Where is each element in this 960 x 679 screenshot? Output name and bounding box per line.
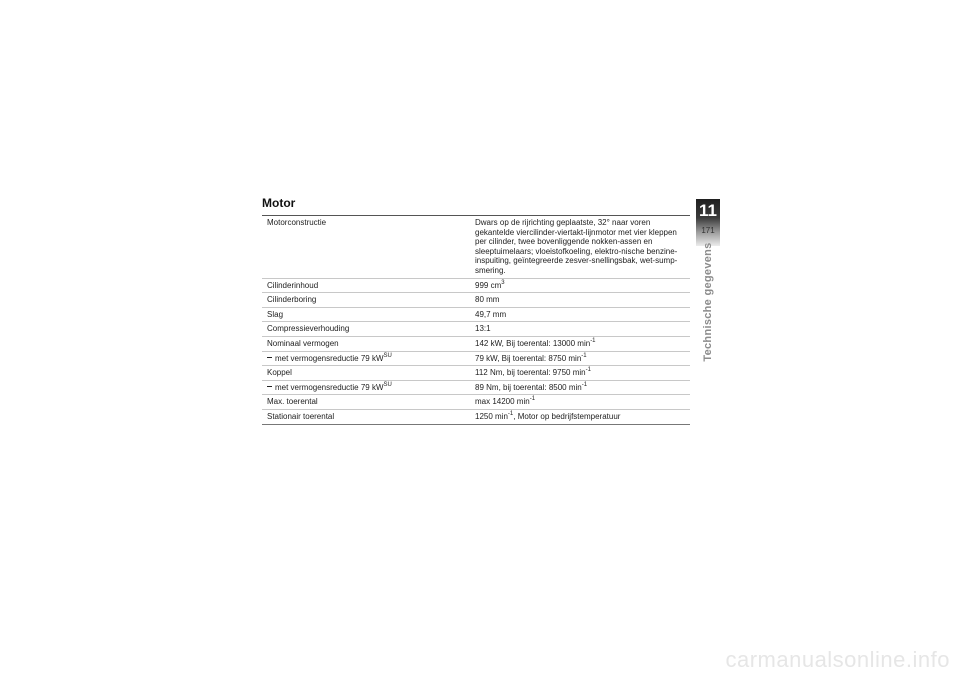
spec-label-text: Slag [267,309,284,319]
spec-label-text: Cilinderboring [267,295,317,305]
section-title: Motor [262,196,296,210]
spec-row-koppel [262,366,690,381]
unit-superscript: -1 [529,396,536,403]
unit-superscript: -1 [585,367,591,374]
spec-label [262,366,475,380]
chapter-tab [696,199,720,246]
spec-label-text: Nominaal vermogen [267,338,339,348]
spec-value-text: 142 kW, Bij toerental: 13000 min [475,338,591,348]
spec-value [475,395,690,409]
spec-row-motorconstructie [262,216,690,279]
spec-value [475,293,690,307]
spec-value-text: 112 Nm, bij toerental: 9750 min [475,368,586,378]
unit-superscript: -1 [590,337,596,344]
spec-row-vermogensreductie-koppel [262,381,690,396]
spec-value-text: max 14200 min [475,397,530,407]
spec-label [262,337,475,351]
spec-value [475,337,690,351]
spec-value [475,322,690,336]
spec-label [262,410,475,424]
spec-row-compressieverhouding [262,322,690,337]
spec-label [262,322,475,336]
spec-value-text: 1250 min [475,411,508,421]
spec-row-vermogensreductie-vermogen [262,352,690,367]
spec-value [475,352,690,366]
unit-superscript: -1 [581,352,587,359]
spec-value [475,216,690,278]
spec-value [475,410,690,424]
dash-icon [267,386,272,387]
page-number: 171 [701,226,715,235]
spec-value-text: 79 kW, Bij toerental: 8750 min [475,353,582,363]
spec-label [262,279,475,293]
spec-row-cilinderboring [262,293,690,308]
spec-row-stationair-toerental [262,410,690,425]
spec-value-text: 49,7 mm [475,309,507,319]
spec-value [475,279,690,293]
unit-superscript: -1 [581,381,588,388]
spec-value-text: 89 Nm, bij toerental: 8500 min [475,382,582,392]
chapter-number: 11 [699,201,717,220]
spec-value-suffix: , Motor op bedrijfstemperatuur [513,411,621,421]
spec-value-text: Dwars op de rijrichting geplaatste, 32° naar voren gekantelde viercilinder-viertakt-lijnmotor met vier kleppen per cilinder, twee bovenliggende nokken-assen en sleeptuimelaars; vloeistofkoeling, elektro-nische benzine-inspuiting, geïntegreerde zesver-snellingsbak, wet-sump-smering. [475,218,678,275]
spec-label [262,395,475,409]
dash-icon [267,357,272,358]
spec-table [262,215,690,425]
spec-value [475,308,690,322]
spec-label [262,381,475,395]
spec-label-text: met vermogensreductie 79 kW [275,382,384,392]
spec-row-cilinderinhoud [262,279,690,294]
spec-value [475,366,690,380]
spec-label-text: met vermogensreductie 79 kW [275,353,384,363]
spec-row-nominaal-vermogen [262,337,690,352]
chapter-side-title: Technische gegevens [702,242,714,362]
spec-value-text: 13:1 [475,324,491,334]
spec-label-text: Max. toerental [267,397,318,407]
spec-label [262,293,475,307]
unit-superscript: 3 [501,279,505,286]
spec-row-max-toerental [262,395,690,410]
spec-label-text: Stationair toerental [267,411,335,421]
spec-label-text: Motorconstructie [267,218,327,227]
spec-label-text: Cilinderinhoud [267,280,319,290]
spec-label [262,308,475,322]
su-superscript: SU [383,381,392,388]
watermark: carmanualsonline.info [725,647,950,672]
spec-label-text: Compressieverhouding [267,324,350,334]
spec-value [475,381,690,395]
spec-label-text: Koppel [267,368,292,378]
spec-label [262,352,475,366]
spec-value-text: 999 cm [475,280,502,290]
su-superscript: SU [383,352,392,359]
spec-row-slag [262,308,690,323]
spec-value-text: 80 mm [475,295,500,305]
spec-label [262,216,475,278]
unit-superscript: -1 [507,410,514,417]
